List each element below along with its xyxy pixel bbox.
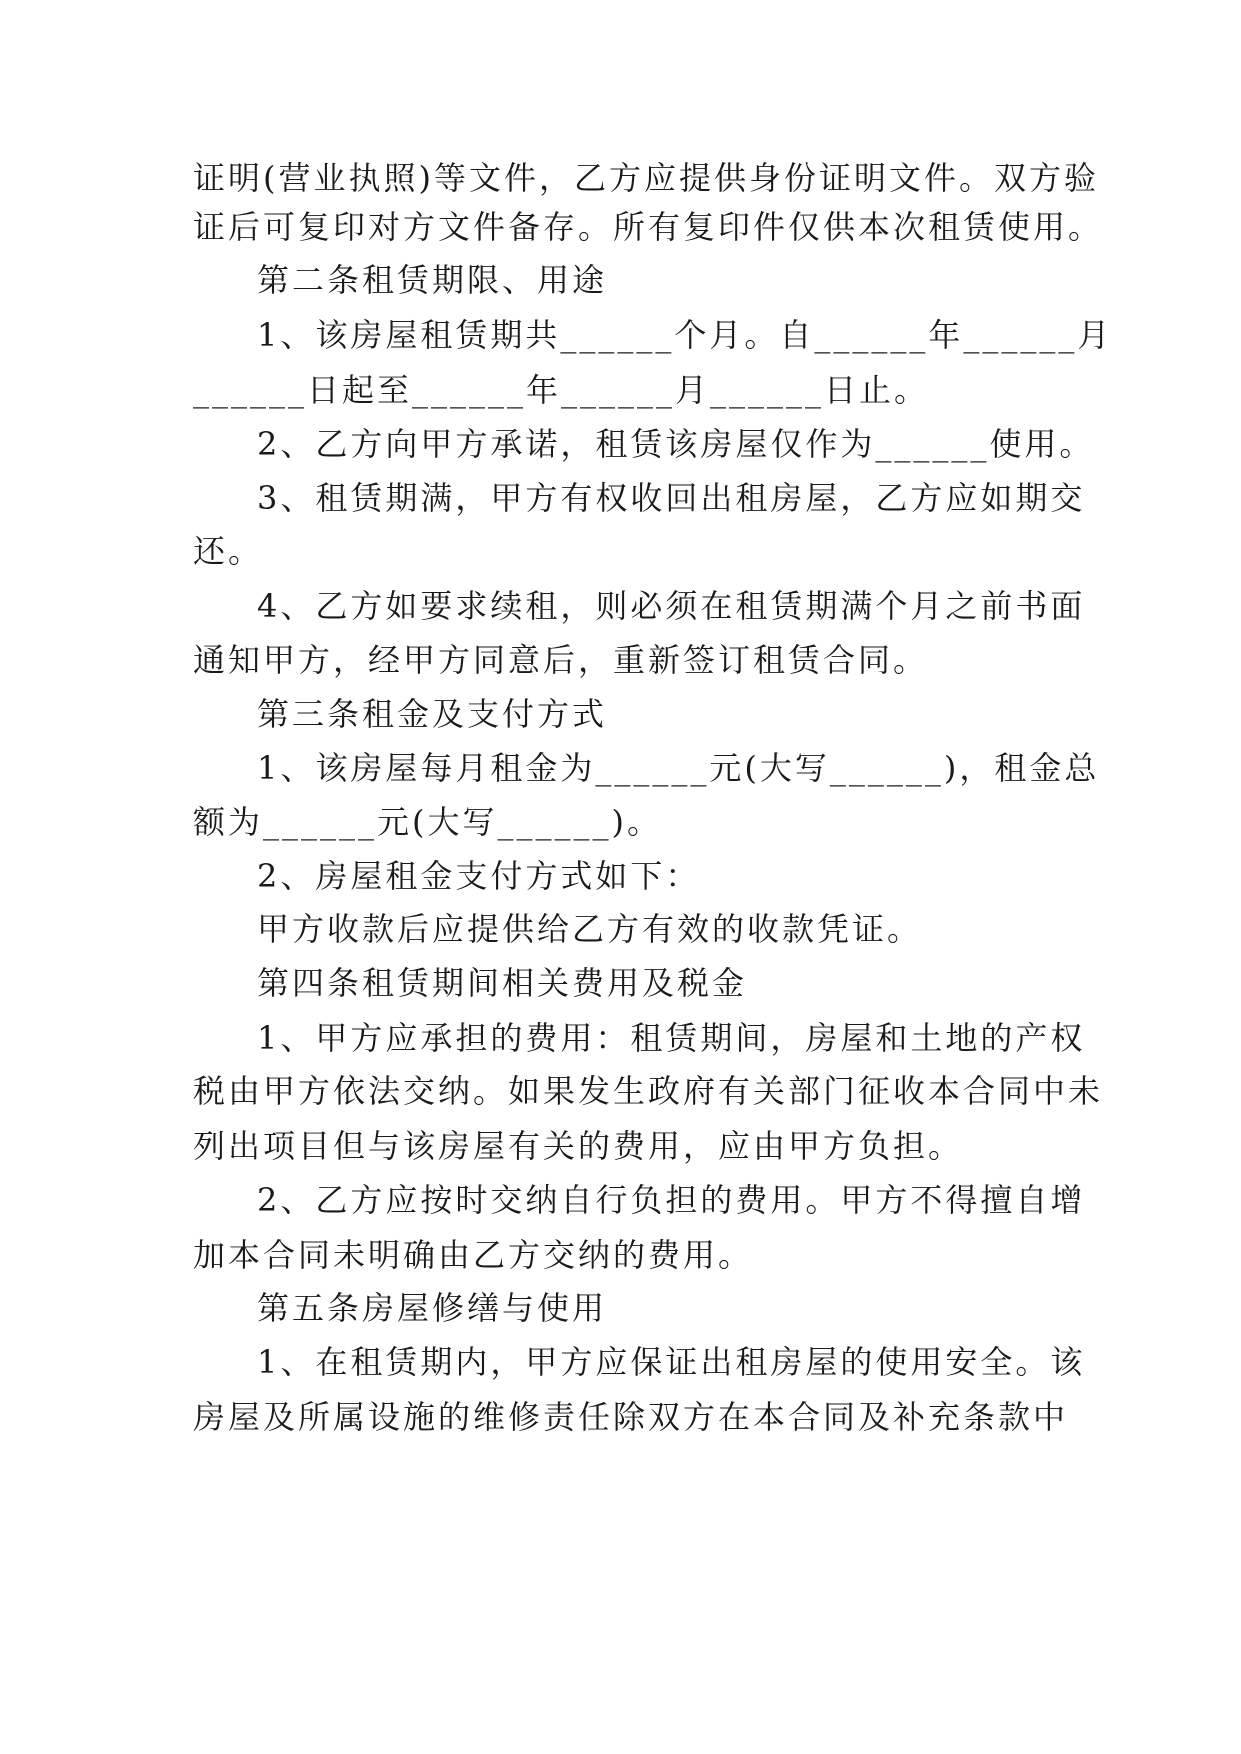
- section-heading: 第五条房屋修缮与使用: [257, 1289, 608, 1327]
- paragraph-line: 加本合同未明确由乙方交纳的费用。: [193, 1236, 754, 1274]
- paragraph-line: 1、在租赁期内，甲方应保证出租房屋的使用安全。该: [257, 1343, 1086, 1381]
- paragraph-line: 证后可复印对方文件备存。所有复印件仅供本次租赁使用。: [193, 208, 1104, 246]
- paragraph-line: 2、乙方应按时交纳自行负担的费用。甲方不得擅自增: [257, 1181, 1086, 1219]
- paragraph-line: 还。: [193, 532, 264, 570]
- paragraph-line: ______日起至______年______月______日止。: [193, 371, 930, 409]
- section-heading: 第四条租赁期间相关费用及税金: [257, 964, 748, 1002]
- paragraph-line: 2、房屋租金支付方式如下：: [257, 857, 701, 895]
- paragraph-line: 3、租赁期满，甲方有权收回出租房屋，乙方应如期交: [257, 479, 1086, 517]
- paragraph-line: 1、甲方应承担的费用：租赁期间，房屋和土地的产权: [257, 1019, 1086, 1057]
- paragraph-line: 甲方收款后应提供给乙方有效的收款凭证。: [257, 910, 923, 948]
- paragraph-line: 额为______元(大写______)。: [193, 803, 662, 841]
- paragraph-line: 1、该房屋租赁期共______个月。自______年______月: [257, 316, 1113, 354]
- paragraph-line: 4、乙方如要求续租，则必须在租赁期满个月之前书面: [257, 587, 1086, 625]
- paragraph-line: 税由甲方依法交纳。如果发生政府有关部门征收本合同中未: [193, 1072, 1104, 1110]
- paragraph-line: 列出项目但与该房屋有关的费用，应由甲方负担。: [193, 1127, 964, 1165]
- paragraph-line: 1、该房屋每月租金为______元(大写______)，租金总: [257, 749, 1100, 787]
- paragraph-line: 房屋及所属设施的维修责任除双方在本合同及补充条款中: [193, 1398, 1069, 1436]
- paragraph-line: 证明(营业执照)等文件，乙方应提供身份证明文件。双方验: [193, 159, 1099, 197]
- section-heading: 第二条租赁期限、用途: [257, 261, 608, 299]
- section-heading: 第三条租金及支付方式: [257, 695, 608, 733]
- document-body: [193, 158, 1113, 1437]
- paragraph-line: 2、乙方向甲方承诺，租赁该房屋仅作为______使用。: [257, 425, 1095, 463]
- paragraph-line: 通知甲方，经甲方同意后，重新签订租赁合同。: [193, 641, 929, 679]
